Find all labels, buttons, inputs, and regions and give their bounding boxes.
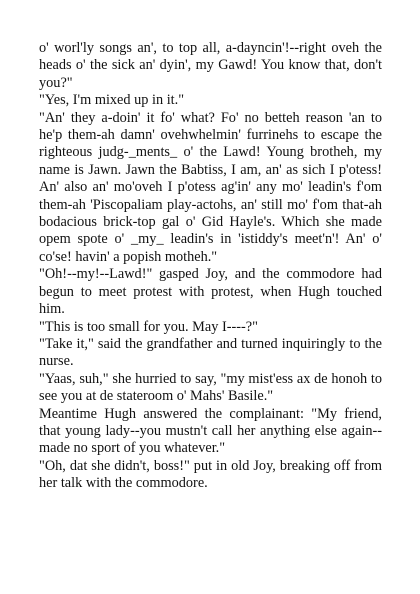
paragraph: "An' they a-doin' it fo' what? Fo' no betteh reason 'an to he'p them-ah damn' ovehwhelmin' furrinehs to escape the righteous judg-_ments_ o' the Lawd! Young brotheh, my name is Jawn. Jawn the Babtiss, I am, an' as sich I p'otess! An' also an' mo'oveh I p'otess ag'in' any mo' leadin's f'om them-ah 'Piscopaliam play-actohs, an' still mo' f'om that-ah bodacious brick-top gal o' Gid Hayle's. Which she made opem spote o' _my_ leadin's in 'istiddy's meet'n'! An' o' co'se! havin' a popish motheh." <box>39 109 382 265</box>
paragraph: "Yes, I'm mixed up in it." <box>39 92 185 109</box>
paragraph: "Take it," said the grandfather and turned inquiringly to the nurse. <box>39 335 382 370</box>
paragraph: o' worl'ly songs an', to top all, a-dayncin'!--right oveh the heads o' the sick an' dyin', my Gawd! You know that, don't you?" <box>39 40 382 91</box>
paragraph: Meantime Hugh answered the complainant: "My friend, that young lady--you mustn't call her anything else again--made no sport of you whatever." <box>39 405 382 457</box>
paragraph: "Oh!--my!--Lawd!" gasped Joy, and the commodore had begun to meet protest with protest, when Hugh touched him. <box>39 266 382 318</box>
paragraph: "Oh, dat she didn't, boss!" put in old Joy, breaking off from her talk with the commodore. <box>39 457 382 492</box>
page-text <box>39 40 382 493</box>
paragraph: "Yaas, suh," she hurried to say, "my mist'ess ax de honoh to see you at de stateroom o' Mahs' Basile." <box>39 370 382 405</box>
paragraph: "This is too small for you. May I----?" <box>39 318 258 335</box>
